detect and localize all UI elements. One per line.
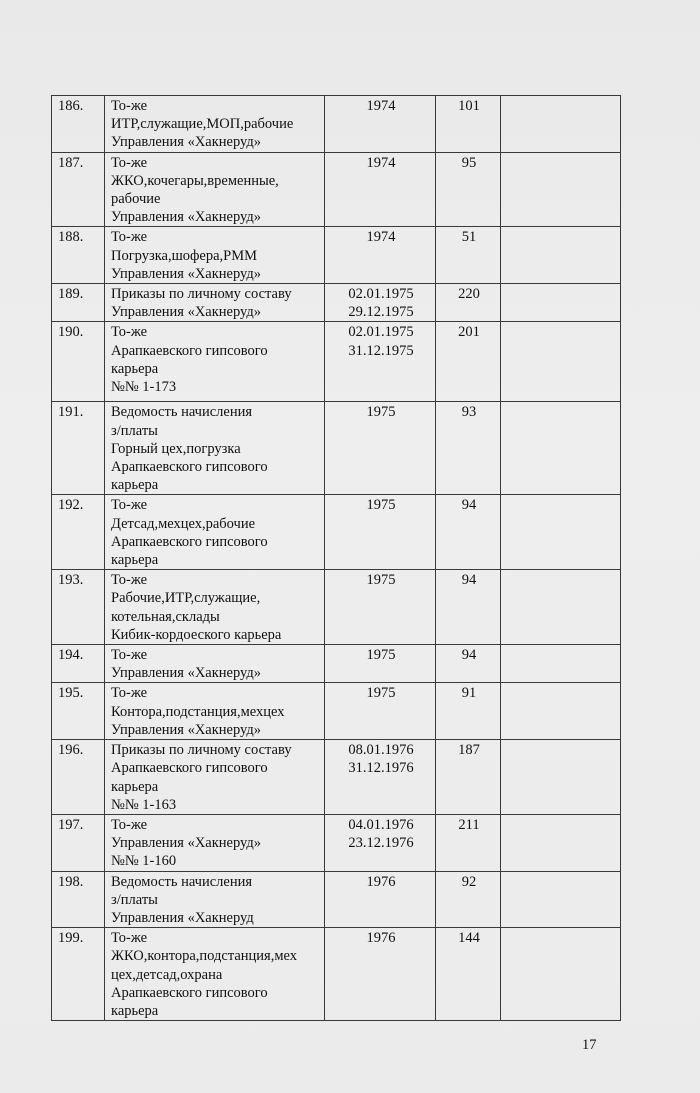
record-title-line: ЖКО,контора,подстанция,мех bbox=[111, 948, 298, 965]
row-number: 192. bbox=[52, 495, 105, 570]
record-title-line: ЖКО,кочегары,временные, bbox=[111, 172, 279, 189]
record-date-line: 1975 bbox=[366, 404, 396, 421]
table-row bbox=[52, 871, 621, 928]
table-row bbox=[52, 645, 621, 683]
record-date-line: 1975 bbox=[366, 685, 396, 702]
table-row bbox=[52, 322, 621, 402]
record-title-line: То-же bbox=[111, 324, 148, 341]
record-date-line: 08.01.1976 bbox=[348, 742, 414, 759]
record-title-line: Управления «Хакнеруд» bbox=[111, 134, 261, 151]
record-date-line: 1975 bbox=[366, 572, 396, 589]
record-date-line: 1974 bbox=[366, 229, 396, 246]
row-number: 189. bbox=[52, 284, 105, 322]
record-title-line: Арапкаевского гипсового bbox=[111, 533, 268, 550]
sheet-count: 94 bbox=[436, 645, 501, 683]
row-number: 199. bbox=[52, 928, 105, 1021]
table-row bbox=[52, 227, 621, 284]
record-dates bbox=[325, 152, 436, 227]
notes-cell bbox=[501, 402, 621, 495]
record-title bbox=[105, 402, 325, 495]
record-dates bbox=[325, 928, 436, 1021]
record-title bbox=[105, 227, 325, 284]
record-date-line: 02.01.1975 bbox=[348, 286, 414, 303]
record-date-line: 31.12.1975 bbox=[348, 342, 414, 359]
record-title bbox=[105, 96, 325, 153]
record-title-line: Погрузка,шофера,РММ bbox=[111, 247, 257, 264]
table-row bbox=[52, 96, 621, 153]
record-title-line: Арапкаевского гипсового bbox=[111, 760, 268, 777]
record-date-line: 1975 bbox=[366, 647, 396, 664]
table-row bbox=[52, 152, 621, 227]
notes-cell bbox=[501, 284, 621, 322]
record-title-line: карьера bbox=[111, 1002, 159, 1019]
row-number: 186. bbox=[52, 96, 105, 153]
record-title bbox=[105, 152, 325, 227]
row-number: 187. bbox=[52, 152, 105, 227]
record-title-line: То-же bbox=[111, 98, 148, 114]
notes-cell bbox=[501, 227, 621, 284]
record-title-line: Управления «Хакнеруд» bbox=[111, 665, 261, 682]
table-row bbox=[52, 928, 621, 1021]
sheet-count: 187 bbox=[436, 740, 501, 815]
record-date-line: 29.12.1975 bbox=[348, 304, 414, 321]
record-dates bbox=[325, 645, 436, 683]
record-title-line: Ведомость начисления bbox=[111, 873, 253, 890]
record-title bbox=[105, 871, 325, 928]
record-title-line: Кибик-кордоеского карьера bbox=[111, 626, 282, 643]
notes-cell bbox=[501, 645, 621, 683]
record-title-line: з/платы bbox=[111, 422, 158, 439]
record-title-line: Горный цех,погрузка bbox=[111, 440, 241, 457]
table-row bbox=[52, 495, 621, 570]
record-dates bbox=[325, 871, 436, 928]
record-date-line: 1975 bbox=[366, 497, 396, 514]
page-number: 17 bbox=[582, 1037, 597, 1053]
record-title-line: Рабочие,ИТР,служащие, bbox=[111, 590, 261, 607]
record-title-line: То-же bbox=[111, 154, 148, 171]
record-title-line: карьера bbox=[111, 552, 159, 569]
record-title-line: Управления «Хакнеруд» bbox=[111, 835, 261, 852]
record-title-line: котельная,склады bbox=[111, 608, 220, 625]
row-number: 195. bbox=[52, 683, 105, 740]
record-date-line: 1976 bbox=[366, 873, 396, 890]
record-title-line: Управления «Хакнеруд» bbox=[111, 721, 261, 738]
record-title bbox=[105, 683, 325, 740]
record-dates bbox=[325, 495, 436, 570]
sheet-count: 92 bbox=[436, 871, 501, 928]
notes-cell bbox=[501, 495, 621, 570]
row-number: 194. bbox=[52, 645, 105, 683]
record-dates bbox=[325, 402, 436, 495]
record-title-line: Управления «Хакнеруд» bbox=[111, 265, 261, 282]
record-date-line: 1974 bbox=[366, 154, 396, 171]
record-title-line: Арапкаевского гипсового bbox=[111, 342, 268, 359]
record-title-line: цех,детсад,охрана bbox=[111, 966, 223, 983]
record-title-line: То-же bbox=[111, 816, 148, 833]
table-row bbox=[52, 402, 621, 495]
record-title bbox=[105, 928, 325, 1021]
record-title-line: То-же bbox=[111, 930, 148, 947]
sheet-count: 51 bbox=[436, 227, 501, 284]
sheet-count: 220 bbox=[436, 284, 501, 322]
row-number: 196. bbox=[52, 740, 105, 815]
record-title-line: То-же bbox=[111, 685, 148, 702]
record-title-line: рабочие bbox=[111, 191, 161, 208]
record-date-line: 04.01.1976 bbox=[348, 816, 414, 833]
sheet-count: 93 bbox=[436, 402, 501, 495]
record-date-line: 02.01.1975 bbox=[348, 324, 414, 341]
inventory-table bbox=[51, 95, 621, 1021]
record-title-line: №№ 1-160 bbox=[111, 853, 177, 870]
record-date-line: 1976 bbox=[366, 930, 396, 947]
record-title-line: карьера bbox=[111, 477, 159, 494]
table-row bbox=[52, 740, 621, 815]
table-row bbox=[52, 814, 621, 871]
record-title-line: Приказы по личному составу bbox=[111, 742, 292, 759]
table-row bbox=[52, 284, 621, 322]
record-dates bbox=[325, 322, 436, 402]
record-title-line: №№ 1-173 bbox=[111, 379, 177, 396]
record-date-line: 1974 bbox=[366, 98, 396, 114]
record-dates bbox=[325, 570, 436, 645]
sheet-count: 94 bbox=[436, 570, 501, 645]
record-title-line: То-же bbox=[111, 647, 148, 664]
sheet-count: 144 bbox=[436, 928, 501, 1021]
record-title bbox=[105, 814, 325, 871]
record-title-line: Управления «Хакнеруд» bbox=[111, 209, 261, 226]
record-title-line: №№ 1-163 bbox=[111, 796, 177, 813]
record-dates bbox=[325, 683, 436, 740]
row-number: 197. bbox=[52, 814, 105, 871]
record-title bbox=[105, 570, 325, 645]
sheet-count: 95 bbox=[436, 152, 501, 227]
record-title-line: То-же bbox=[111, 572, 148, 589]
sheet-count: 211 bbox=[436, 814, 501, 871]
record-title bbox=[105, 284, 325, 322]
record-title-line: Контора,подстанция,мехцех bbox=[111, 703, 285, 720]
record-title bbox=[105, 645, 325, 683]
record-title-line: з/платы bbox=[111, 891, 158, 908]
record-date-line: 23.12.1976 bbox=[348, 835, 414, 852]
notes-cell bbox=[501, 96, 621, 153]
notes-cell bbox=[501, 570, 621, 645]
record-dates bbox=[325, 740, 436, 815]
notes-cell bbox=[501, 928, 621, 1021]
sheet-count: 91 bbox=[436, 683, 501, 740]
record-title bbox=[105, 322, 325, 402]
row-number: 188. bbox=[52, 227, 105, 284]
row-number: 190. bbox=[52, 322, 105, 402]
record-dates bbox=[325, 227, 436, 284]
record-date-line: 31.12.1976 bbox=[348, 760, 414, 777]
record-title-line: То-же bbox=[111, 229, 148, 246]
record-dates bbox=[325, 284, 436, 322]
record-title bbox=[105, 495, 325, 570]
record-title-line: То-же bbox=[111, 497, 148, 514]
record-title-line: карьера bbox=[111, 778, 159, 795]
record-title-line: Управления «Хакнеруд bbox=[111, 909, 254, 926]
notes-cell bbox=[501, 152, 621, 227]
record-title-line: Арапкаевского гипсового bbox=[111, 984, 268, 1001]
inventory-table-body bbox=[52, 96, 621, 1021]
row-number: 193. bbox=[52, 570, 105, 645]
record-title-line: карьера bbox=[111, 360, 159, 377]
notes-cell bbox=[501, 871, 621, 928]
row-number: 191. bbox=[52, 402, 105, 495]
row-number: 198. bbox=[52, 871, 105, 928]
record-title-line: ИТР,служащие,МОП,рабочие bbox=[111, 116, 294, 133]
notes-cell bbox=[501, 814, 621, 871]
sheet-count: 101 bbox=[436, 96, 501, 153]
notes-cell bbox=[501, 683, 621, 740]
record-dates bbox=[325, 814, 436, 871]
record-title-line: Управления «Хакнеруд» bbox=[111, 304, 261, 321]
record-title-line: Детсад,мехцех,рабочие bbox=[111, 515, 256, 532]
record-title-line: Арапкаевского гипсового bbox=[111, 459, 268, 476]
notes-cell bbox=[501, 322, 621, 402]
record-title bbox=[105, 740, 325, 815]
sheet-count: 201 bbox=[436, 322, 501, 402]
notes-cell bbox=[501, 740, 621, 815]
table-row bbox=[52, 683, 621, 740]
sheet-count: 94 bbox=[436, 495, 501, 570]
record-title-line: Приказы по личному составу bbox=[111, 286, 292, 303]
table-row bbox=[52, 570, 621, 645]
record-dates bbox=[325, 96, 436, 153]
record-title-line: Ведомость начисления bbox=[111, 404, 253, 421]
